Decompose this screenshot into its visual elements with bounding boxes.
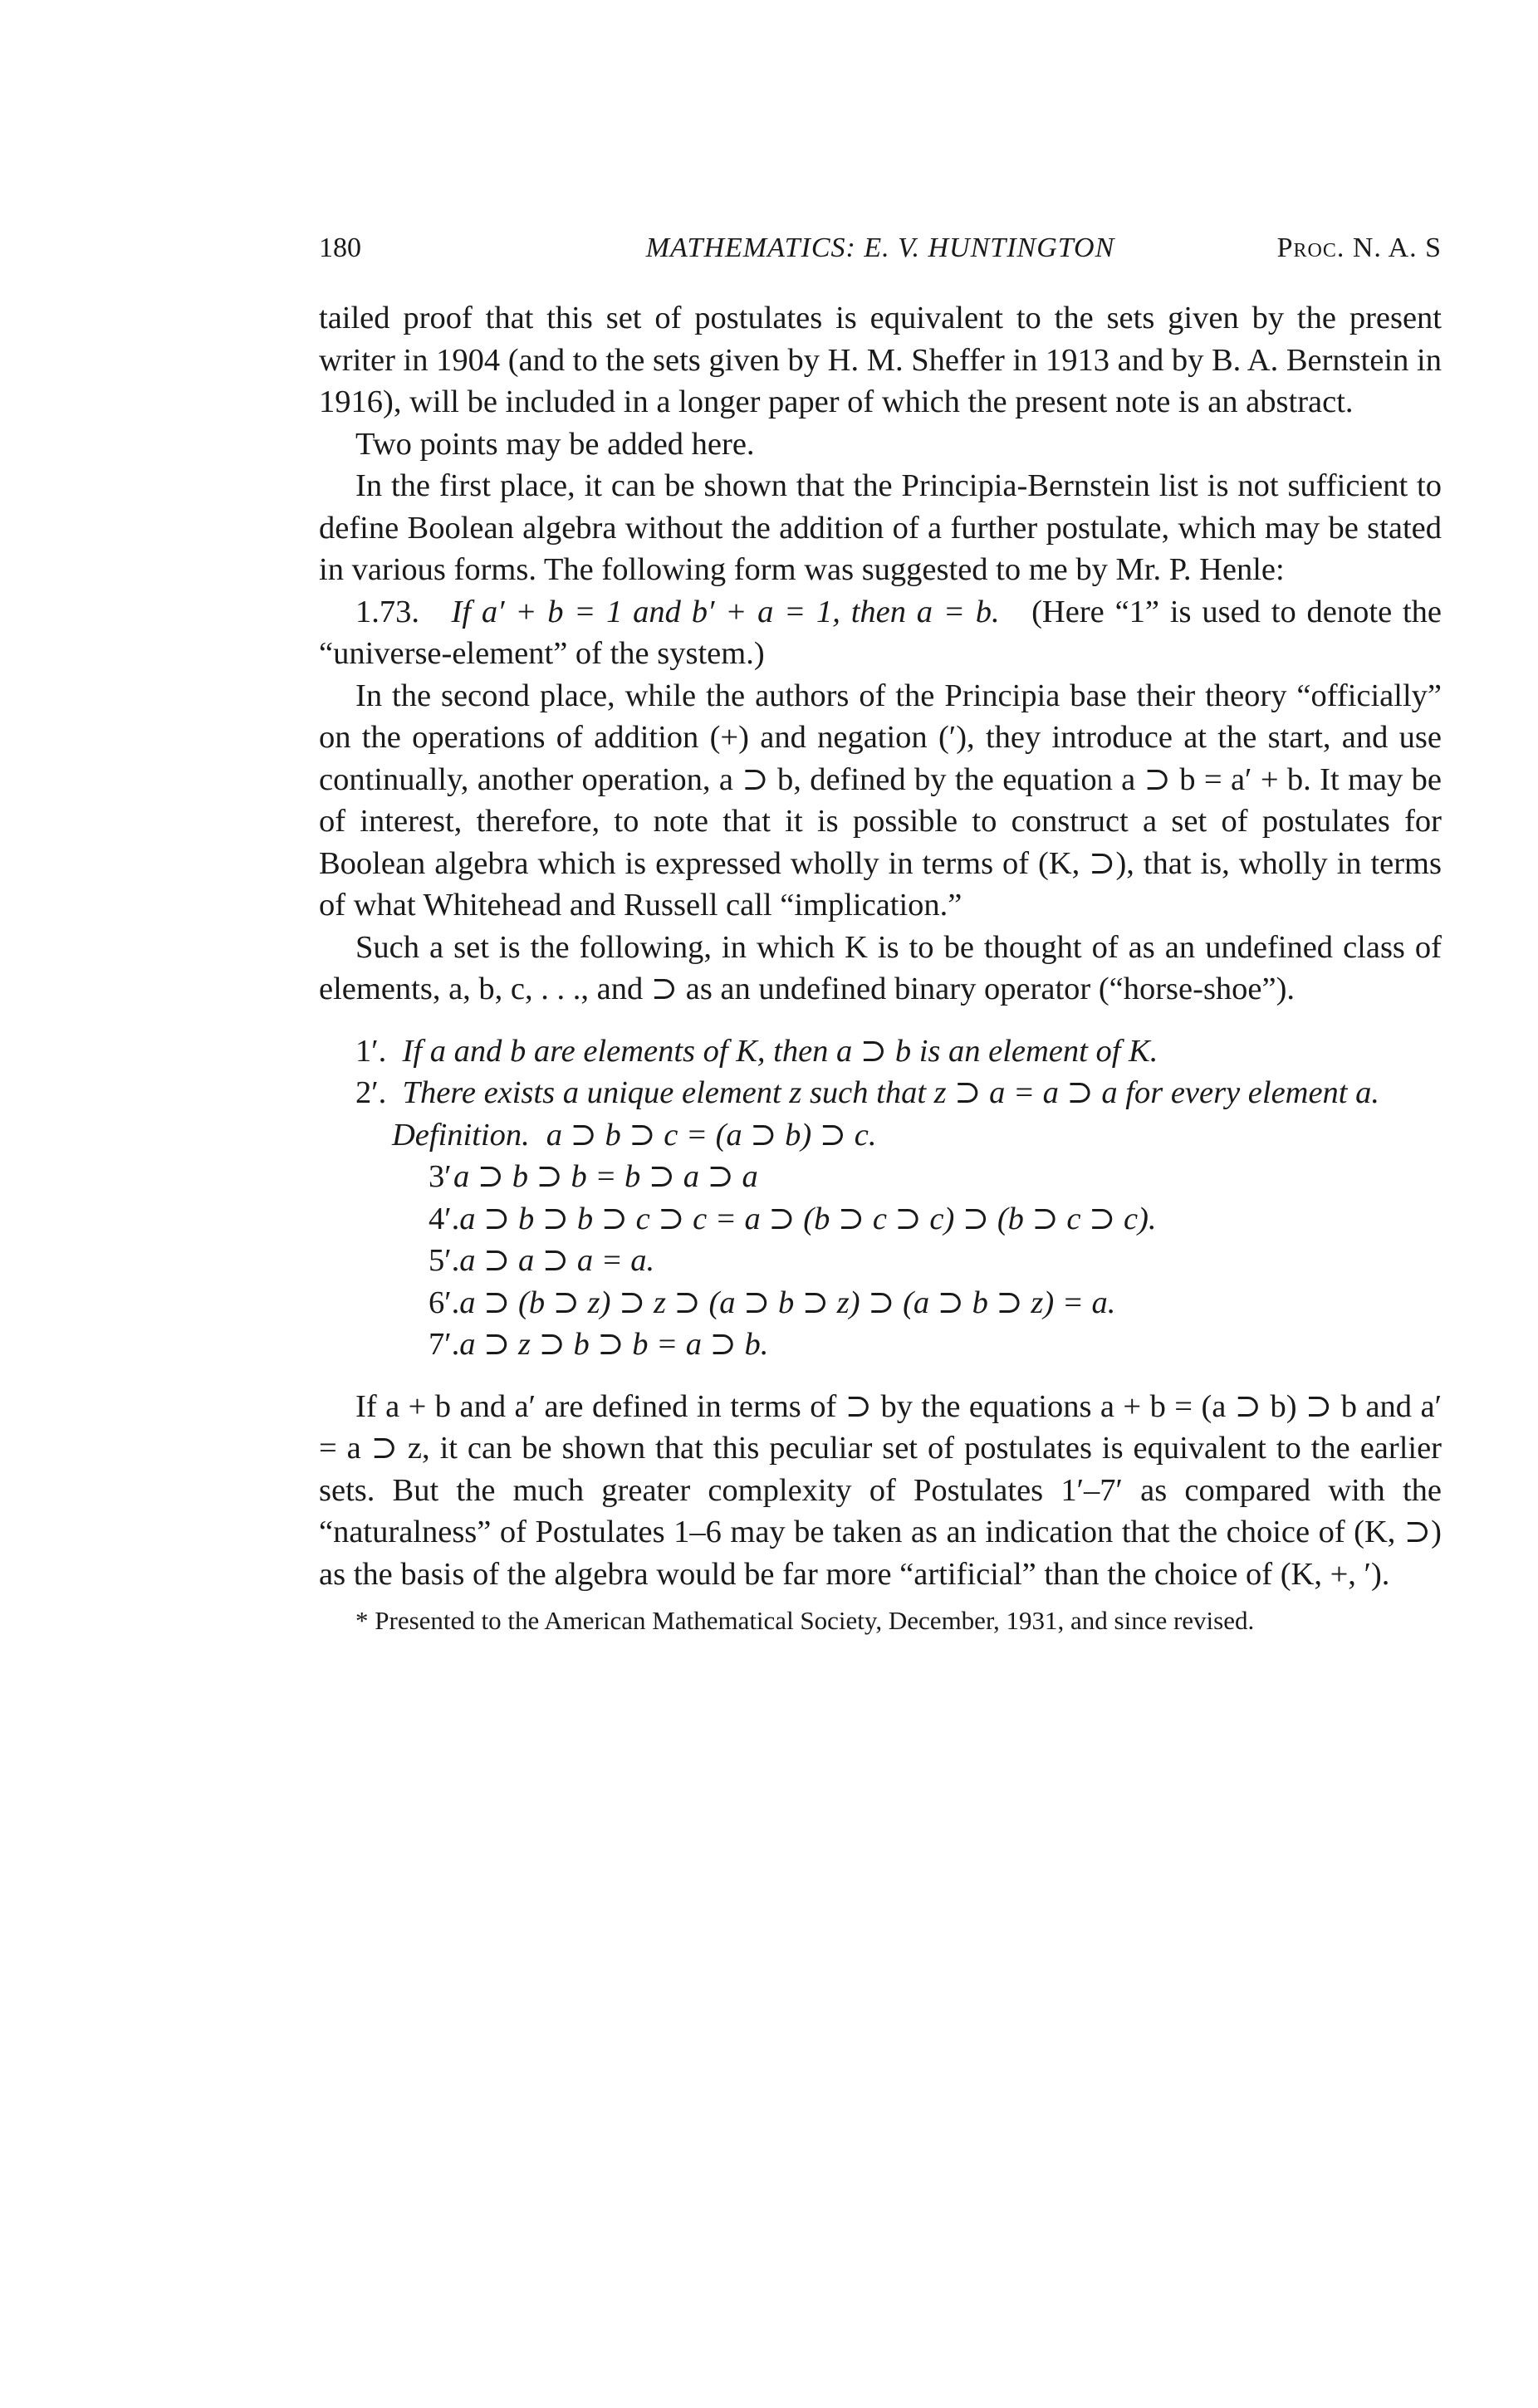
postulate-label: 7′. [429,1327,460,1362]
paragraph-such-a-set: Such a set is the following, in which K is to be thought of as an undefined class of elements, a, b, c, . . ., and ⊃ as an undefined binary operator (“horse-shoe”). [319,929,1442,1006]
article-body [319,297,1442,1595]
postulate-formula: a ⊃ z ⊃ b ⊃ b = a ⊃ b. [459,1327,769,1362]
postulate-6 [319,1282,1442,1324]
paper-page [319,232,1442,1638]
postulate-label: 4′. [429,1201,460,1236]
paragraph-proof: tailed proof that this set of postulates is equivalent to the sets given by the present writer in 1904 (and to the sets given by H. M. Sheffer in 1913 and by B. A. Bernstein in 1916), will be included in a longer paper of which the present note is an abstract. [319,301,1442,419]
postulate-label: 6′. [429,1285,460,1320]
postulate-text: If a and b are elements of K, then a ⊃ b is an element of K. [402,1033,1158,1069]
paragraph-first-place: In the first place, it can be shown that the Principia-Bernstein list is not sufficient to define Boolean algebra without the addition of a further postulate, which may be stated in various forms. The following form was suggested to me by Mr. P. Henle: [319,468,1442,587]
running-title: MATHEMATICS: E. V. HUNTINGTON [645,232,1115,263]
postulate-label: 5′. [429,1243,460,1278]
postulate-2 [319,1072,1442,1114]
definition-line [319,1114,1442,1157]
page-number: 180 [319,232,361,263]
postulate-label: 1.73. [355,594,419,629]
postulate-4 [319,1198,1442,1241]
postulate-5 [319,1240,1442,1282]
henle-explanation: (Here “1” is used to denote the “universe-element” of the system.) [319,594,1442,671]
postulate-label: 3′ [429,1159,452,1194]
postulate-label: 1′. [355,1033,387,1069]
footnote: * Presented to the American Mathematical Society, December, 1931, and since revised. [355,1606,1255,1635]
paragraph-two-points: Two points may be added here. [355,426,755,462]
postulate-text: There exists a unique element z such that z ⊃ a = a ⊃ a for every element a. [402,1075,1379,1110]
postulate-formula: a ⊃ a ⊃ a = a. [459,1243,655,1278]
postulate-formula: a ⊃ (b ⊃ z) ⊃ z ⊃ (a ⊃ b ⊃ z) ⊃ (a ⊃ b ⊃ z) = a. [459,1285,1116,1320]
paragraph-second-place: In the second place, while the authors of the Principia base their theory “officially” on the operations of addition (+) and negation (′), they introduce at the start, and use continually, another operation, a ⊃ b, defined by the equation a ⊃ b = a′ + b. It may be of interest, therefore, to note that it is possible to construct a set of postulates for Boolean algebra which is expressed wholly in terms of (K, ⊃), that is, wholly in terms of what Whitehead and Russell call “implication.” [319,678,1442,923]
definition-label: Definition. [392,1117,530,1153]
postulate-1 [319,1030,1442,1073]
paragraph-henle-postulate [319,591,1442,675]
postulate-3 [319,1156,1442,1198]
postulate-formula: a ⊃ b ⊃ b = b ⊃ a ⊃ a [453,1159,758,1194]
henle-formula: If a′ + b = 1 and b′ + a = 1, then a = b. [451,594,1000,629]
paragraph-conclusion: If a + b and a′ are defined in terms of ⊃ by the equations a + b = (a ⊃ b) ⊃ b and a′ = a ⊃ z, it can be shown that this peculiar set of postulates is equivalent to the earlier sets. But the much greater complexity of Postulates 1′–7′ as compared with the “naturalness” of Postulates 1–6 may be taken as an indication that the choice of (K, ⊃) as the basis of the algebra would be far more “artificial” than the choice of (K, +, ′). [319,1388,1442,1592]
postulate-label: 2′. [355,1075,387,1110]
definition-formula: a ⊃ b ⊃ c = (a ⊃ b) ⊃ c. [546,1117,877,1153]
running-header [319,232,1442,282]
postulate-formula: a ⊃ b ⊃ b ⊃ c ⊃ c = a ⊃ (b ⊃ c ⊃ c) ⊃ (b ⊃ c ⊃ c). [459,1201,1157,1236]
journal-name: Proc. N. A. S [1276,232,1442,263]
postulate-7 [319,1324,1442,1366]
